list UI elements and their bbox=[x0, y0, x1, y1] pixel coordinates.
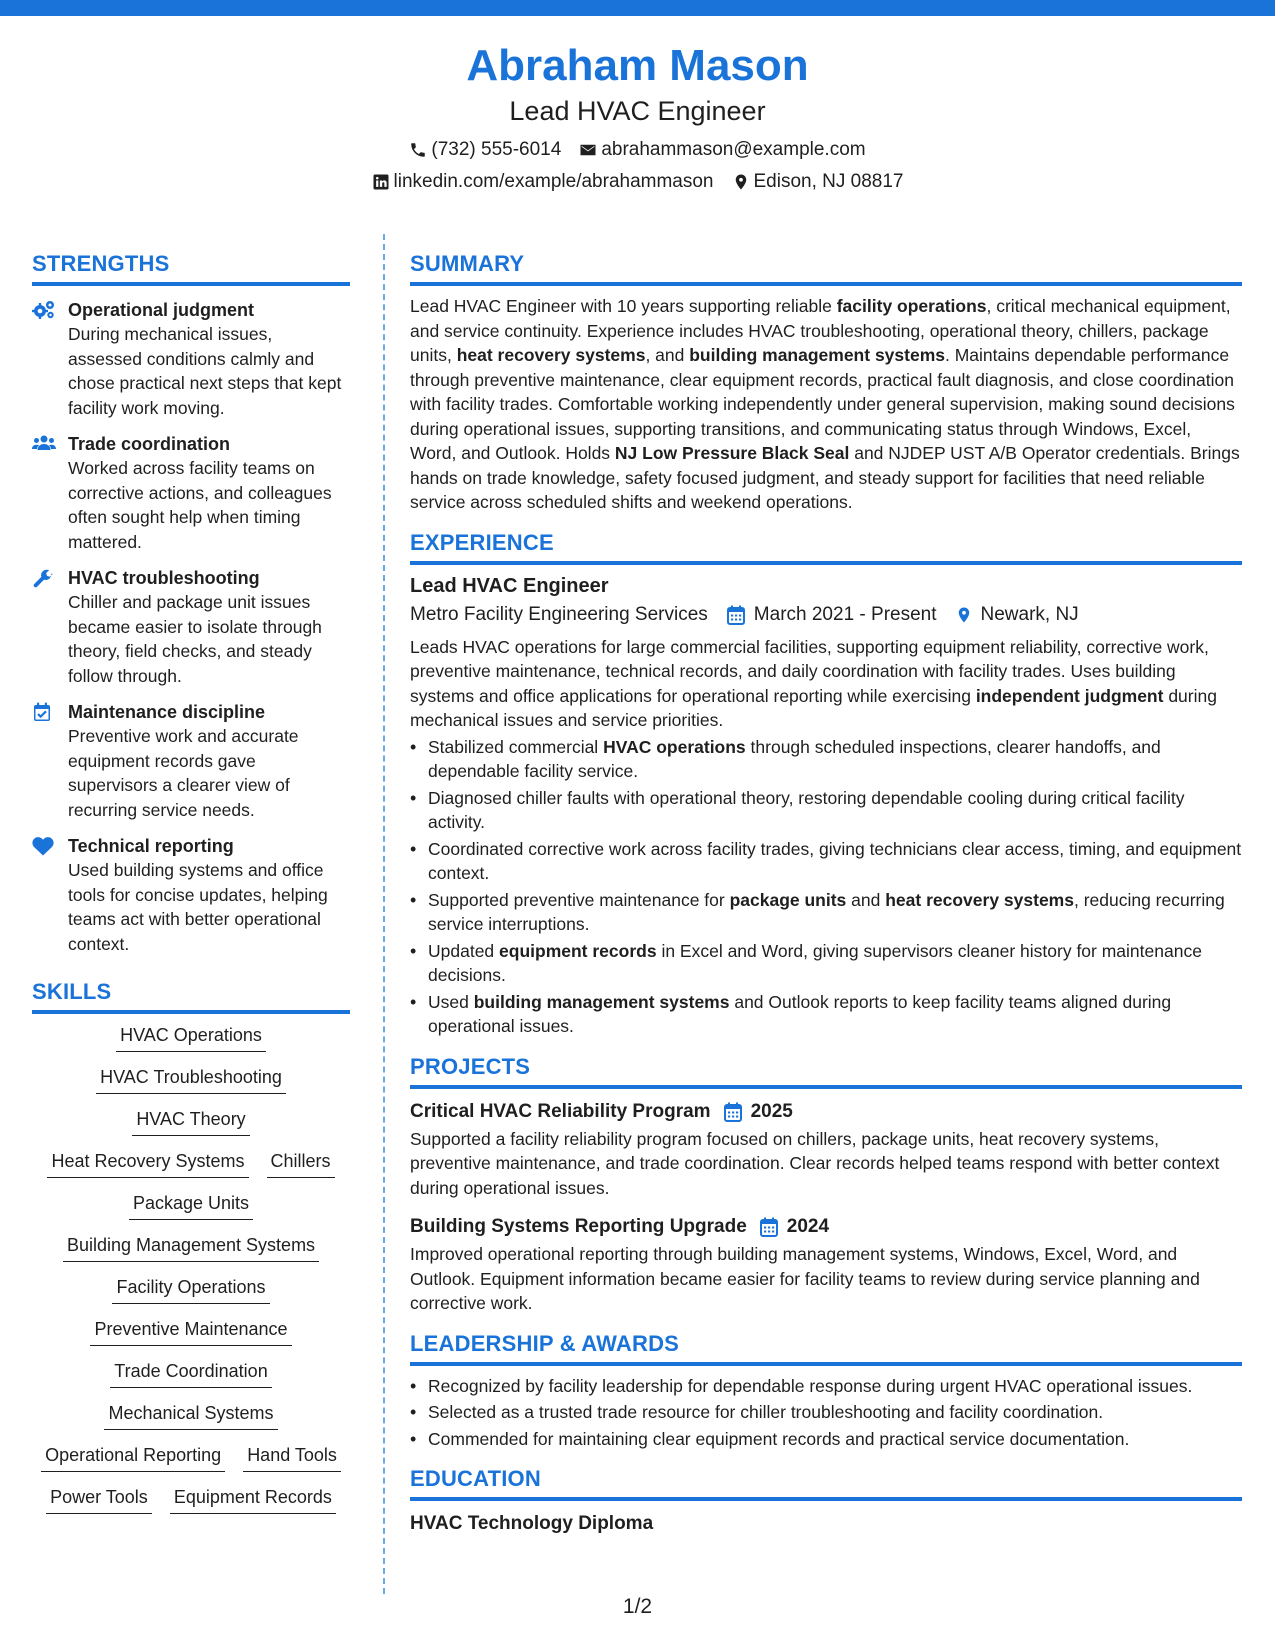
map-pin-icon bbox=[955, 605, 973, 625]
skill-tag: Hand Tools bbox=[243, 1444, 341, 1472]
skill-row bbox=[32, 1276, 350, 1304]
job-location bbox=[955, 601, 1079, 629]
leadership-bullet: • Recognized by facility leadership for dependable response during urgent HVAC operational issues. bbox=[410, 1374, 1242, 1399]
skill-tag: Equipment Records bbox=[170, 1486, 336, 1514]
gears-icon bbox=[32, 300, 56, 320]
skill-tag: Facility Operations bbox=[112, 1276, 269, 1304]
strength-item bbox=[32, 566, 350, 688]
skill-row bbox=[32, 1108, 350, 1136]
job-bullet: • Diagnosed chiller faults with operational theory, restoring dependable cooling during critical facility activity. bbox=[410, 786, 1242, 835]
column-divider bbox=[383, 234, 385, 1594]
projects-heading: PROJECTS bbox=[410, 1053, 1242, 1089]
summary-heading: SUMMARY bbox=[410, 250, 1242, 286]
calendar-icon bbox=[726, 605, 746, 625]
calendar-icon bbox=[759, 1217, 779, 1237]
job-dates bbox=[726, 601, 937, 629]
strength-title: Operational judgment bbox=[68, 300, 255, 320]
company-name: Metro Facility Engineering Services bbox=[410, 603, 708, 625]
job-bullet: • Stabilized commercial HVAC operations through scheduled inspections, clearer handoffs, and dependable facility service. bbox=[410, 735, 1242, 784]
skills-heading: SKILLS bbox=[32, 978, 350, 1014]
strength-title: HVAC troubleshooting bbox=[68, 568, 260, 588]
candidate-role: Lead HVAC Engineer bbox=[509, 96, 766, 126]
strength-title: Technical reporting bbox=[68, 836, 234, 856]
strength-desc: Preventive work and accurate equipment records gave supervisors a clearer view of recurring service needs. bbox=[68, 726, 299, 820]
calendar-icon bbox=[723, 1102, 743, 1122]
phone-text[interactable]: (732) 555-6014 bbox=[431, 139, 562, 160]
education-degree: HVAC Technology Diploma bbox=[410, 1513, 654, 1534]
skills-list bbox=[32, 1024, 350, 1514]
candidate-name: Abraham Mason bbox=[466, 41, 809, 90]
skill-row bbox=[32, 1486, 350, 1514]
strength-desc: Chiller and package unit issues became easier to isolate through theory, field checks, and steady follow through. bbox=[68, 592, 322, 686]
project-year bbox=[759, 1214, 829, 1240]
skill-tag: HVAC Operations bbox=[116, 1024, 266, 1052]
project-header bbox=[410, 1099, 1242, 1125]
contact-row-1 bbox=[0, 138, 1275, 162]
skill-tag: HVAC Troubleshooting bbox=[96, 1066, 286, 1094]
project-year-text: 2025 bbox=[750, 1100, 793, 1122]
heart-icon bbox=[32, 836, 54, 856]
strength-desc: Used building systems and office tools for concise updates, helping teams act with better operational context. bbox=[68, 860, 328, 954]
strength-item bbox=[32, 700, 350, 822]
job-dates-text: March 2021 - Present bbox=[753, 603, 937, 625]
skill-tag: Package Units bbox=[129, 1192, 253, 1220]
experience-heading: EXPERIENCE bbox=[410, 529, 1242, 565]
strength-desc: Worked across facility teams on corrective actions, and colleagues often sought help when timing mattered. bbox=[68, 458, 332, 552]
strengths-heading: STRENGTHS bbox=[32, 250, 350, 286]
strength-title: Trade coordination bbox=[68, 434, 231, 454]
users-icon bbox=[32, 434, 56, 452]
strength-item bbox=[32, 298, 350, 420]
job-bullet: • Used building management systems and Outlook reports to keep facility teams aligned during operational issues. bbox=[410, 990, 1242, 1039]
strength-desc: During mechanical issues, assessed conditions calmly and chose practical next steps that kept facility work moving. bbox=[68, 324, 342, 418]
resume-header bbox=[0, 40, 1275, 194]
skill-tag: Heat Recovery Systems bbox=[47, 1150, 248, 1178]
skill-tag: Mechanical Systems bbox=[104, 1402, 277, 1430]
skill-row bbox=[32, 1066, 350, 1094]
linkedin-contact bbox=[372, 170, 714, 194]
strength-item bbox=[32, 834, 350, 956]
skill-row bbox=[32, 1192, 350, 1220]
skill-tag: Preventive Maintenance bbox=[90, 1318, 291, 1346]
map-pin-icon bbox=[732, 173, 750, 191]
education-heading: EDUCATION bbox=[410, 1465, 1242, 1501]
leadership-bullet: • Commended for maintaining clear equipment records and practical service documentation. bbox=[410, 1427, 1242, 1452]
project-name: Building Systems Reporting Upgrade bbox=[410, 1216, 747, 1237]
contact-row-2 bbox=[0, 170, 1275, 194]
skill-tag: HVAC Theory bbox=[132, 1108, 249, 1136]
summary-text: Lead HVAC Engineer with 10 years supporting reliable facility operations, critical mechanical equipment, and service continuity. Experience includes HVAC troubleshooting, operational theory, chillers, package units, heat recovery systems, and building management systems. Maintains dependable performance through preventive maintenance, clear equipment records, practical fault diagnosis, and close coordination with facility trades. Comfortable working independently under general supervision, making sound decisions during operational issues, supporting transitions, and communicating status through Windows, Excel, Word, and Outlook. Holds NJ Low Pressure Black Seal and NJDEP UST A/B Operator credentials. Brings hands on trade knowledge, safety focused judgment, and steady support for facilities that need reliable service across scheduled shifts and weekend operations. bbox=[410, 296, 1240, 512]
job-bullets bbox=[410, 735, 1242, 1039]
left-column bbox=[32, 250, 350, 1514]
job-bullet: • Supported preventive maintenance for package units and heat recovery systems, reducing recurring service interruptions. bbox=[410, 888, 1242, 937]
skill-row bbox=[32, 1318, 350, 1346]
skill-row bbox=[32, 1360, 350, 1388]
skill-tag: Chillers bbox=[267, 1150, 335, 1178]
project-year-text: 2024 bbox=[786, 1216, 830, 1237]
project-year bbox=[723, 1099, 793, 1125]
skill-tag: Power Tools bbox=[46, 1486, 152, 1514]
strength-title: Maintenance discipline bbox=[68, 702, 266, 722]
job-title: Lead HVAC Engineer bbox=[410, 574, 609, 597]
leadership-bullets bbox=[410, 1374, 1242, 1452]
skill-row bbox=[32, 1150, 350, 1178]
skill-row bbox=[32, 1234, 350, 1262]
job-meta bbox=[410, 601, 1242, 629]
leadership-heading: LEADERSHIP & AWARDS bbox=[410, 1330, 1242, 1366]
project-name: Critical HVAC Reliability Program bbox=[410, 1100, 711, 1122]
job-bullet: • Coordinated corrective work across facility trades, giving technicians clear access, timing, and equipment context. bbox=[410, 837, 1242, 886]
skill-row bbox=[32, 1024, 350, 1052]
top-accent-bar bbox=[0, 0, 1275, 16]
linkedin-icon bbox=[372, 173, 390, 191]
phone-contact bbox=[409, 138, 561, 162]
skill-tag: Building Management Systems bbox=[63, 1234, 319, 1262]
project-desc: Supported a facility reliability program focused on chillers, package units, heat recovery systems, preventive maintenance, and trade coordination. Clear records helped teams respond with better context during operational issues. bbox=[410, 1128, 1220, 1198]
phone-icon bbox=[409, 141, 427, 159]
calendar-check-icon bbox=[32, 702, 52, 722]
skill-row bbox=[32, 1444, 350, 1472]
location-text: Edison, NJ 08817 bbox=[753, 171, 904, 192]
skill-tag: Trade Coordination bbox=[110, 1360, 271, 1388]
right-column bbox=[410, 250, 1242, 1537]
linkedin-text[interactable]: linkedin.com/example/abrahammason bbox=[393, 171, 714, 192]
email-text[interactable]: abrahammason@example.com bbox=[601, 139, 866, 160]
project-header bbox=[410, 1214, 1242, 1240]
page-number: 1/2 bbox=[622, 1595, 653, 1618]
skill-row bbox=[32, 1402, 350, 1430]
wrench-icon bbox=[32, 568, 54, 590]
envelope-icon bbox=[579, 141, 597, 159]
skill-tag: Operational Reporting bbox=[41, 1444, 225, 1472]
location-contact bbox=[732, 170, 904, 194]
strength-item bbox=[32, 432, 350, 554]
job-location-text: Newark, NJ bbox=[980, 603, 1079, 625]
project-desc: Improved operational reporting through building management systems, Windows, Excel, Word, and Outlook. Equipment information became easier for facility teams to review during service planning and corrective work. bbox=[410, 1244, 1200, 1313]
email-contact bbox=[579, 138, 865, 162]
leadership-bullet: • Selected as a trusted trade resource for chiller troubleshooting and facility coordination. bbox=[410, 1400, 1242, 1425]
job-intro: Leads HVAC operations for large commercial facilities, supporting equipment reliability, corrective work, preventive maintenance, technical records, and daily coordination with facility trades. Uses building systems and office applications for operational reporting while exercising independent judgment during mechanical issues and service priorities. bbox=[410, 636, 1217, 730]
job-bullet: • Updated equipment records in Excel and Word, giving supervisors cleaner history for maintenance decisions. bbox=[410, 939, 1242, 988]
